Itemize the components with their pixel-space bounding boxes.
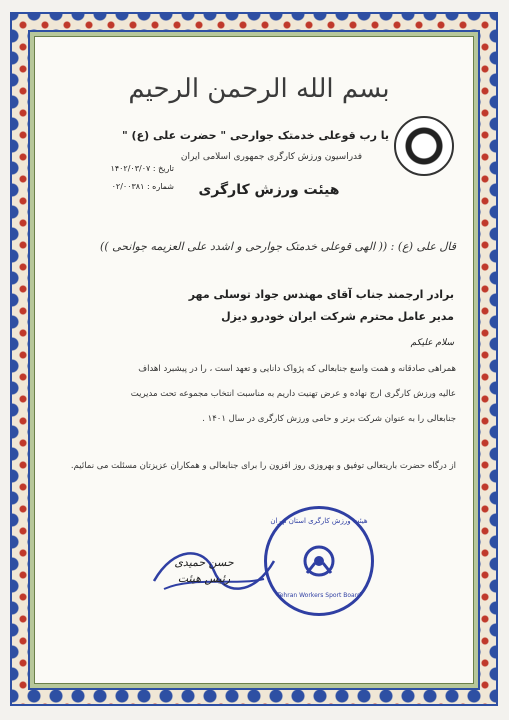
body-paragraph-2: عالیه ورزش کارگری ارج نهاده و عرض تهنیت داریم به مناسبت انتخاب مجموعه تحت مدیریت (130, 389, 456, 399)
body-paragraph-1: همراهی صادقانه و همت واسع جنابعالی که پژواک دانایی و تعهد است ، را در پیشبرد اهداف (138, 364, 456, 374)
stamp-bottom-text: Tehran Workers Sport Board (277, 592, 361, 599)
body-paragraph-4: از درگاه حضرت باریتعالی توفیق و بهروزی روز افزون را برای جنابعالی و همکاران عزیزتان مسئلت می نمائیم. (70, 461, 456, 471)
number-value: ۰۲/۰۰۳۸۱ (111, 182, 145, 191)
body-paragraph-3: جنابعالی را به عنوان شرکت برتر و حامی ورزش کارگری در سال ۱۴۰۱ . (202, 414, 456, 424)
basmala-calligraphy: بسم الله الرحمن الرحيم (128, 74, 390, 104)
signatory-name: حسن حمیدی (174, 556, 234, 569)
handwritten-signature-icon (144, 541, 284, 601)
board-title: هیئت ورزش کارگری (198, 182, 340, 198)
date-field (74, 164, 174, 173)
stamp-emblem-icon (297, 539, 341, 583)
certificate-content (34, 36, 474, 684)
number-label: شماره : (146, 182, 174, 191)
date-value: ۱۴۰۲/۰۳/۰۷ (110, 164, 151, 173)
federation-logo-icon (394, 116, 454, 176)
hadith-quote: قال علی (ع) : (( الهی قوعلی خدمتک جوارحی و اشدد علی العزیمه جوانحی )) (100, 240, 456, 253)
number-field (74, 182, 174, 191)
federation-name: فدراسیون ورزش کارگری جمهوری اسلامی ایران (180, 152, 363, 162)
signatory-role: رئیس هیئت (177, 572, 231, 585)
recipient-name: برادر ارجمند جناب آقای مهندس جواد توسلی مهر (188, 288, 454, 301)
stamp-top-text: هیئت ورزش کارگری استان تهران (270, 517, 368, 525)
greeting: سلام علیکم (410, 338, 454, 348)
header-quote: یا رب قوعلی خدمتک جوارحی " حضرت علی (ع) " (121, 129, 389, 142)
date-label: تاریخ : (152, 164, 174, 173)
recipient-position: مدیر عامل محترم شرکت ایران خودرو دیزل (221, 310, 454, 323)
